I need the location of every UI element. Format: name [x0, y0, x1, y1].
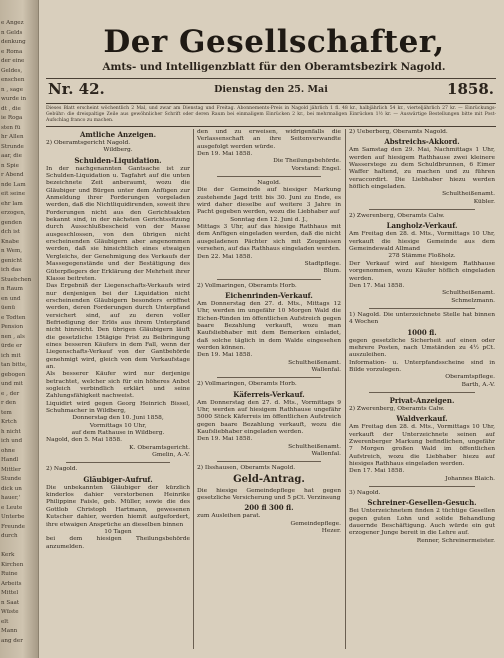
binding-fragment: dick un	[1, 485, 22, 492]
binding-fragment: n Raum	[1, 286, 23, 292]
notice-heading: Abstreichs-Akkord.	[384, 137, 460, 147]
binding-fragment: hauer,'	[1, 495, 21, 501]
binding-fragment: e Leute	[1, 504, 23, 511]
binding-fragment: n Saat	[1, 599, 20, 606]
notice-text: Gemeindepflege.	[290, 520, 341, 527]
binding-fragment: aar, die	[1, 153, 22, 159]
notice-text: Das Ergebniß der Liegenschafts-Verkaufs wird nur denjenigen bei der Liquidation nicht erscheinenden Gläubigern besonders eröffnet werden, deren Forderungen durch Unterpfand versichert sind, auf zu deren voller Befriedigung der Erlös aus ihrem Unterpfand nicht hinreicht. Den übrigen Gläubigern läuft die gesetzliche 15tägige Frist zu Beibringung eines besseren Käufers in dem Fall, wenn der Liegenschafts-Verkauf von der Gantbehörde genehmigt wird, gleich von dem Verkaufstage an.	[46, 283, 190, 370]
notice-text: Den 19. Mai 1858.	[197, 436, 253, 443]
binding-fragment: Wüste	[1, 609, 19, 615]
notice-heading: Langholz-Verkauf.	[386, 221, 458, 231]
binding-fragment: hr Allen	[1, 134, 24, 140]
binding-fragment: Stuebchen	[1, 276, 32, 283]
notice-text: Schmelzmann.	[451, 297, 495, 304]
masthead-subtitle: Amts- und Intelligenzblatt für den Oberamtsbezirk Nagold.	[102, 61, 446, 73]
issue-date: Dienstag den 25. Mai	[214, 84, 328, 95]
binding-fragment: durch	[1, 533, 18, 539]
notice-text: 1) Nagold. Die unterzeichnete Stelle hat binnen 4 Wochen	[349, 311, 495, 326]
notice-text: Den 19. Mai 1858.	[197, 151, 253, 158]
binding-fragment: tem	[1, 409, 12, 416]
notice-text: gegen gesetzliche Sicherheit auf einen oder mehrere Posten, nach Umständen zu 4½ pCt. auszuleihen.	[349, 337, 495, 359]
binding-fragment: e Todten	[1, 314, 26, 321]
binding-fragment: dch ist	[1, 229, 21, 235]
binding-fragment: Pension	[1, 324, 24, 330]
binding-fragment: sten fü	[1, 124, 21, 131]
notice-text: 10 Tagen	[104, 528, 132, 535]
binding-fragment: Mittel	[1, 590, 19, 596]
column-divider-2	[345, 129, 346, 649]
notice-text: Die unbekannten Gläubiger der kürzlich kinderlos dahier verstorbenen Heinrike Philippine Faisle, geb. Müller, sowie die des Gottlob Christoph Hartmann, gewesenen Kutscher dahier, werden hiemit aufgefordert, ihre etwaigen Ansprüche an dieselben binnen	[46, 484, 190, 528]
masthead-title: Der Gesellschafter,	[103, 24, 445, 60]
notice-text: Den 17. Mai 1858.	[349, 282, 405, 289]
notice-text: 2) Oberamtsgericht Nagold.	[46, 140, 131, 146]
binding-fragment: und mit	[1, 381, 23, 387]
binding-fragment: genden	[1, 219, 22, 226]
notice-text: bei dem hiesigen Theilungsbehörde anzumelden.	[46, 536, 190, 550]
notice-text: Nagold, den 5. Mai 1858.	[46, 437, 122, 444]
binding-fragment: Arbeits	[1, 580, 22, 587]
binding-fragment: Mann	[1, 628, 18, 634]
notice-text: Barth, A.-V.	[461, 381, 495, 388]
notice-text: Nagold.	[257, 180, 281, 187]
notice-text: 2) Nagold.	[46, 466, 78, 473]
notice-text: 278 Stämme Floßholz.	[388, 253, 456, 260]
column-1	[46, 129, 190, 551]
notice-heading: Schulden-Liquidation.	[74, 155, 162, 165]
notice-text: 3) Nagold.	[349, 490, 381, 497]
binding-fragment: Mittler	[1, 466, 21, 473]
notice-heading: Käferreis-Verkauf.	[233, 389, 305, 399]
binding-fragment: ang der	[1, 637, 23, 644]
binding-fragment: ich mit	[1, 352, 21, 359]
notice-text: Wildberg.	[103, 147, 133, 154]
notice-text: 2) Ueberberg, Oberamts Nagold.	[349, 129, 448, 135]
imprint-notice: Dieses Blatt erscheint wöchentlich 2 Mal, und zwar am Dienstag und Freitag. Abonnements-Preis in Nagold jährlich 1 fl. 48 kr., halbjährlich 54 kr., vierteljährlich 27 kr. — Einrückungs-Gebühr: die dreispaltige Zeile aus gewöhnlicher Schrift oder deren Raum bei einmaligem Einrücken 2 kr., bei mehrmaligen Einrücken 1½ kr. — Auswärtige Bestellungen bitte mit Post-Aufschlag franco zu machen.	[46, 106, 496, 123]
notice-separator	[217, 377, 321, 378]
notice-text: Sonntag den 12. Juni d. J.,	[230, 216, 308, 223]
notice-text: Stadtpflege.	[304, 260, 341, 267]
notice-separator	[369, 209, 475, 210]
binding-fragment: Freunde	[1, 523, 25, 530]
notice-text: Der Verkauf wird auf hiesigem Rathhause vorgenommen, wozu Käufer höflich eingeladen werden.	[349, 260, 495, 282]
notice-text: Liquidirt wird gegen Georg Heinrich Bissel, Schuhmacher in Wildberg,	[46, 400, 190, 415]
notice-text: Am Freitag den 28. d. Mts., Vormittags 10 Uhr, verkauft der Unterzeichnete seinen auf Zwerenberger Markung befindlichen, ungefähr 7 Morgen großen Wald im öffentlichen Aufstreich, wozu die Liebhaber hiezu auf hiesiges Rathhaus eingeladen werden.	[349, 424, 495, 468]
rule-under-imprint	[46, 126, 496, 127]
binding-fragment: e , der	[1, 390, 20, 397]
binding-fragment: Ruine	[1, 571, 18, 577]
notice-text: Die hiesige Gemeindepflege hat gegen gesetzliche Versicherung und 5 pCt. Verzinsung	[197, 487, 341, 502]
binding-fragment: en und	[1, 295, 21, 302]
binding-fragment: ich und	[1, 438, 23, 444]
binding-fragment: der eine	[1, 58, 25, 64]
binding-fragment: Unterbe	[1, 514, 25, 520]
binding-fragment: e Angez	[1, 20, 24, 26]
notice-text: Den 19. Mai 1858.	[197, 352, 253, 359]
notice-text: Den 17. Mai 1858.	[349, 468, 405, 475]
notice-heading: Gläubiger-Aufruf.	[83, 474, 153, 484]
column-2	[197, 129, 341, 535]
binding-fragment: n , sage	[1, 86, 24, 93]
binding-fragment: eit seine	[1, 191, 26, 197]
binding-fragment: dt , die	[1, 105, 21, 112]
notice-text: zum Ausleihen parat.	[197, 513, 261, 520]
rule-under-issue	[46, 103, 496, 104]
notice-text: Am Donnerstag den 27. d. Mts., Mittags 12 Uhr, werden im ungefähr 10 Morgen Wald die Eichen-Rinden im öffentlichen Aufstreich gegen baare Bezahlung verkauft, wozu man Kaufsliebhaber mit dem Bemerken einladet, daß solche täglich in dem Walde eingesehen werden können.	[197, 300, 341, 351]
issue-number: Nr. 42.	[48, 80, 105, 98]
notice-text: 2) Ilsshausen, Oberamts Nagold.	[197, 465, 296, 472]
binding-fragment: Krtch	[1, 419, 17, 425]
notice-text: 2) Vollmaringen, Oberamts Horb.	[197, 282, 297, 289]
notice-separator	[66, 462, 170, 463]
rule-top	[46, 78, 496, 79]
notice-separator	[369, 392, 475, 393]
notice-text: Schultheißenamt.	[288, 359, 341, 366]
binding-fragment: ehr lam	[1, 200, 23, 207]
notice-text: den und zu erweisen, widrigenfalls die Verlassenschaft an ihre Seitenverwandte ausgefolgt werden würde.	[197, 129, 341, 150]
binding-fragment: Geldes,	[1, 67, 23, 74]
binding-fragment: Stunde	[1, 476, 22, 482]
notice-separator	[369, 308, 475, 309]
notice-heading: Eichenrinden-Verkauf.	[225, 290, 313, 300]
binding-fragment: wurde in	[1, 96, 27, 102]
binding-fragment: nde Lam	[1, 181, 26, 188]
notice-text: Vorstand: Engel.	[291, 165, 341, 172]
binding-fragment: ürde er	[1, 343, 22, 349]
binding-fragment: elt	[1, 618, 9, 625]
binding-fragment: n Gelds	[1, 29, 23, 36]
notice-text: In der nachgenannten Gantsache ist zur Schulden-Liquidation u. Tagfahrt auf die unten bezeichnete Zeit anberaumt, wozu die Gläubiger und Bürgen unter dem Anfügen zur Anmeldung ihrer Forderungen vorgeladen werden, daß die Nichtliquidirenden, soweit ihre Forderungen nicht aus den Gerichtsakten bekannt sind, in der nächsten Gerichtssitzung durch Ausschlußbescheid von der Masse ausgeschlossen, von den übrigen nicht erscheinenden Gläubigern aber angenommen werden, daß sie hinsichtlich eines etwaigen Vergleichs, der Genehmigung des Verkaufs der Massegegenstände und der Bestätigung des Güterpflegers der Erklärung der Mehrheit ihrer Klasse beitreten.	[46, 165, 190, 282]
notice-text: K. Oberamtsgericht.	[129, 444, 190, 451]
notice-text: 2) Vollmaringen, Oberamts Horb.	[197, 381, 297, 388]
notice-heading: Geld-Antrag.	[233, 473, 305, 485]
notice-text: 2) Zwerenberg, Oberamts Calw.	[349, 213, 445, 220]
notice-text: Schultheißenamt.	[442, 191, 495, 198]
binding-fragment: r den	[1, 400, 16, 406]
notice-text: Mittags 3 Uhr, auf das hiesige Rathhaus mit dem Anfügen eingeladen werden, daß die nicht ausgeladenen Pächter sich mit Zeugnissen versehen, auf das Rathhaus eingeladen werden.	[197, 224, 341, 253]
notice-text: Oberamtspflege.	[445, 374, 495, 381]
binding-fragment: r Abend	[1, 172, 24, 178]
issue-year: 1858.	[447, 80, 494, 98]
binding-fragment: n Wem,	[1, 248, 23, 254]
notice-text: Gmelin, A.-V.	[152, 452, 190, 459]
column-divider-1	[193, 129, 194, 649]
binding-fragment: genicht	[1, 257, 23, 264]
binding-fragment: Kerk	[1, 552, 15, 558]
binding-fragment: ohne	[1, 447, 15, 454]
binding-fragment: Handl	[1, 457, 19, 463]
notice-separator	[369, 486, 475, 487]
notice-text: Information- u. Unterpfandsscheine sind in Bilde vorzulegen.	[349, 359, 495, 373]
notice-text: Die der Gemeinde auf hiesiger Markung zustehende Jagd tritt bis 30. Juni zu Ende, es wird daher dieselbe auf weitere 3 Jahre in Pacht gegeben werden, wozu die Liebhaber auf	[197, 187, 341, 216]
notice-heading: 1000 fl.	[407, 327, 437, 337]
binding-fragment: ie Roga	[1, 115, 23, 121]
notice-text: Blum.	[323, 268, 341, 275]
binding-fragment: denkung	[1, 39, 26, 45]
notice-text: Schultheißenamt.	[442, 290, 495, 297]
notice-text: Wallenfal.	[311, 451, 341, 458]
notice-text: Den 22. Mai 1858.	[197, 253, 253, 260]
notice-text: Bei Unterzeichnetem finden 2 tüchtige Gesellen gegen guten Lohn und solide Behandlung dauernde Beschäftigung. Auch würde ein gut erzogener Junge bereit in die Lehre auf.	[349, 508, 495, 537]
notice-text: Die Theilungsbehörde.	[273, 158, 341, 165]
notice-text: 2) Zwerenberg, Oberamts Calw.	[349, 405, 445, 412]
binding-fragment: tan bitte,	[1, 362, 27, 368]
binding-left-page-fragments	[0, 0, 39, 658]
notice-separator	[217, 461, 321, 462]
notice-text: Wallenfal.	[311, 366, 341, 373]
column-3	[349, 129, 495, 545]
binding-fragment: gebogen	[1, 371, 26, 378]
binding-fragment: Knabe	[1, 238, 20, 245]
notice-heading: Amtliche Anzeigen.	[79, 130, 157, 139]
binding-fragment: enschen	[1, 77, 25, 83]
notice-heading: Privat-Anzeigen.	[389, 395, 455, 405]
notice-text: Kübler.	[473, 198, 495, 205]
binding-fragment: Kirchen	[1, 561, 24, 568]
binding-fragment: h nicht	[1, 428, 21, 435]
notice-text: auf dem Rathause in Wildberg.	[71, 430, 165, 437]
notice-text: Vormittags 10 Uhr,	[89, 422, 147, 429]
binding-fragment: e Roma	[1, 48, 23, 55]
notice-text: Am Donnerstag den 27. d. Mts., Vormittags 9 Uhr, werden auf hiesigem Rathhause ungefähr 5000 Stück Käferreis im öffentlichen Aufstreich gegen baare Bezahlung verkauft, wozu die Kaufsliebhaber eingeladen werden.	[197, 399, 341, 436]
newspaper-sheet	[42, 8, 504, 658]
notice-heading: 200 fl 300 fl.	[244, 503, 294, 513]
notice-text: Renner, Schreinermeister.	[416, 537, 495, 544]
notice-separator	[217, 176, 321, 177]
notice-text: Als besserer Käufer wird nur derjenige betrachtet, welcher sich für ein höheres Anbot sogleich verbindlich erklärt und seine Zahlungsfähigkeit nachweist.	[46, 371, 190, 400]
notice-text: Hezer.	[321, 528, 341, 535]
notice-text: Schultheißenamt.	[288, 443, 341, 450]
notice-text: Johannes Blaich.	[445, 475, 495, 482]
notice-heading: Schreiner-Gesellen-Gesuch.	[367, 498, 477, 508]
binding-fragment: ich das	[1, 267, 22, 273]
notice-text: Am Freitag den 28. d. Mts., Vormittags 10 Uhr, verkauft die hiesige Gemeinde aus dem Gemeindewald Allmand	[349, 231, 495, 253]
binding-fragment: erzogen,	[1, 210, 26, 216]
notice-text: Donnerstag den 10. Juni 1858,	[72, 415, 164, 422]
binding-fragment: nen , als	[1, 333, 25, 340]
binding-fragment: n Spie	[1, 162, 19, 169]
notice-heading: Waldverkauf.	[396, 414, 448, 424]
issue-line	[46, 80, 496, 102]
notice-text: Am Samstag den 29. Mai, Nachmittags 1 Uhr, werden auf hiesigem Rathhause zwei kleinere Wasserstege zu dem Schuldbrunnen, 6 Eimer Waffer haltend, zu machen und zu führen veraccordirt. Die Liebhaber hiezu werden höflich eingeladen.	[349, 147, 495, 191]
binding-fragment: üenü	[1, 305, 16, 311]
notice-separator	[217, 279, 321, 280]
binding-fragment: Strunde	[1, 143, 24, 150]
